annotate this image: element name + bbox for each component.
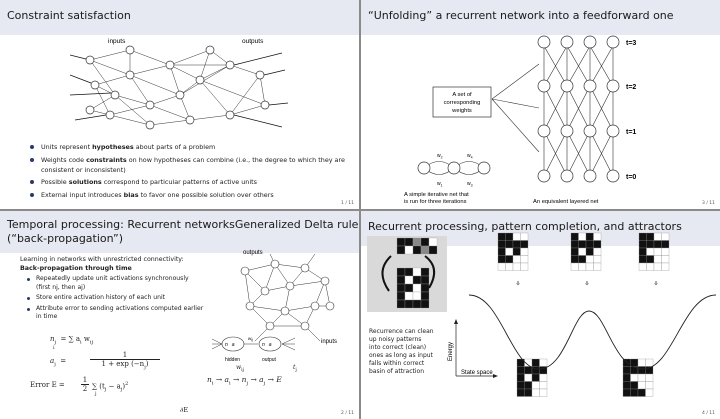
equation-net-input: $n_j$ = ∑ $a_i$ $w_{iji}$ <box>50 335 94 352</box>
pattern-cell <box>579 241 587 249</box>
pattern-cell <box>540 389 548 397</box>
outputs-label: outputs <box>243 250 263 256</box>
pattern-cell <box>646 382 654 390</box>
time-label: t=1 <box>626 129 637 136</box>
caption-left: is run for three iterations <box>404 199 467 205</box>
pattern-cell <box>506 256 514 264</box>
pattern-cell <box>571 241 579 249</box>
pattern-cell <box>623 389 631 397</box>
pattern-cell <box>517 389 525 397</box>
pattern-cell <box>579 256 587 264</box>
inputs-label: inputs <box>108 38 126 45</box>
pattern-cell <box>662 241 670 249</box>
pattern-cell <box>521 248 529 256</box>
energy-axes <box>456 321 496 376</box>
pattern-cell <box>586 233 594 241</box>
pattern-cell <box>571 263 579 271</box>
bullet-list <box>24 275 204 324</box>
weight-label: $w_{ij}$ <box>248 336 253 342</box>
pattern-cell <box>532 382 540 390</box>
time-label: t=3 <box>626 40 637 47</box>
pattern-cell <box>654 233 662 241</box>
down-arrow-icon: ⇩ <box>515 281 521 287</box>
chain-w-label: $w_{ij}$ <box>236 364 244 374</box>
outputs-label: outputs <box>242 38 264 45</box>
page-number: 1 / 11 <box>341 201 354 206</box>
pattern-cell <box>521 263 529 271</box>
bullet-list <box>25 142 355 202</box>
box-line-1: A set of <box>452 92 472 98</box>
error-sum: ∑ $(t_j - a_j)^2$ <box>92 381 129 393</box>
pattern-cell <box>662 233 670 241</box>
bullet-item: Store entire activation history of each unit <box>24 294 204 303</box>
pattern-cell <box>662 256 670 264</box>
pattern-cell <box>631 382 639 390</box>
slide-unfolding <box>361 0 720 209</box>
weight-label: $w_2$ <box>437 153 443 160</box>
bullet-item: Weights code constraints on how hypotheses can combine (i.e., the degree to which they are consistent or inconsistent) <box>25 155 355 175</box>
page-number: 2 / 11 <box>341 411 354 416</box>
pattern-cell <box>540 382 548 390</box>
box-line-2: corresponding <box>443 100 481 106</box>
computation-chain: $n_i \to a_i \to n_j \to a_j \to E$ <box>207 375 282 387</box>
pattern-cell <box>513 241 521 249</box>
pattern-cell <box>639 256 647 264</box>
caption-right: An equivalent layered net <box>533 199 599 205</box>
pattern-cell <box>638 389 646 397</box>
slide-title: Temporal processing: Recurrent networksGeneralized Delta rule (“back-propagation”) <box>0 211 359 253</box>
pattern-cell <box>647 256 655 264</box>
state-space-label: State space <box>461 370 493 376</box>
weight-label: $w_4$ <box>467 153 473 160</box>
box-line-3: weights <box>452 108 472 114</box>
pattern-cell <box>506 248 514 256</box>
pattern-cell <box>638 382 646 390</box>
pattern-cell <box>662 263 670 271</box>
bullet-item: Units represent hypotheses about parts of a problem <box>25 142 355 152</box>
pattern-cell <box>498 233 506 241</box>
pattern-cell <box>623 382 631 390</box>
output-label: output <box>262 357 276 363</box>
pattern-cell <box>525 382 533 390</box>
energy-curve <box>469 295 716 369</box>
attractor-description: Recurrence can clean up noisy patterns into correct (clean) ones as long as input falls within correct basin of attraction <box>369 328 434 375</box>
pattern-cell <box>639 241 647 249</box>
chain-t-label: $t_j$ <box>293 364 297 374</box>
pattern-cell <box>654 263 662 271</box>
pattern-cell <box>513 248 521 256</box>
pattern-cell <box>639 263 647 271</box>
pattern-cell <box>506 233 514 241</box>
bullet-item: Attribute error to sending activations computed earlier in time <box>24 305 204 322</box>
pattern-cell <box>654 256 662 264</box>
inputs-label: inputs <box>321 339 338 345</box>
pattern-cell <box>498 256 506 264</box>
pattern-cell <box>571 256 579 264</box>
pattern-cell <box>586 241 594 249</box>
pattern-cell <box>647 263 655 271</box>
intro-text: Learning in networks with unrestricted connectivity: <box>20 256 184 263</box>
pattern-cell <box>586 248 594 256</box>
pattern-cell <box>594 256 602 264</box>
time-label: t=0 <box>626 174 637 181</box>
pattern-cell <box>498 241 506 249</box>
pattern-cell <box>647 241 655 249</box>
bullet-item: External input introduces bias to favor one possible solution over others <box>25 190 355 200</box>
pattern-cell <box>532 389 540 397</box>
weight-label: $w_3$ <box>467 181 473 188</box>
bullet-item: Possible solutions correspond to particular patterns of active units <box>25 177 355 187</box>
slide-title: Constraint satisfaction <box>0 0 359 35</box>
pattern-cell <box>654 241 662 249</box>
pattern-cell <box>631 389 639 397</box>
pattern-cell <box>521 241 529 249</box>
pattern-cell <box>586 263 594 271</box>
activation-fraction: 1 $1 + \exp (-n_j)$ <box>90 351 160 370</box>
page-number: 4 / 11 <box>702 411 715 416</box>
unfolding-diagram <box>361 35 720 209</box>
pattern-cell <box>594 233 602 241</box>
caption-left: A simple iterative net that <box>404 192 469 198</box>
down-arrow-icon: ⇩ <box>653 281 659 287</box>
pattern-cell <box>594 263 602 271</box>
section-heading: Back-propagation through time <box>20 265 132 272</box>
unit-diagram <box>210 331 350 374</box>
pattern-cell <box>647 233 655 241</box>
equation-activation: $a_j$ = <box>50 357 69 368</box>
pattern-cell <box>579 248 587 256</box>
pattern-cell <box>513 263 521 271</box>
sum-subscript: j <box>95 391 97 397</box>
pattern-cell <box>498 248 506 256</box>
pattern-cell <box>646 389 654 397</box>
pattern-cell <box>654 248 662 256</box>
pattern-cell <box>639 233 647 241</box>
pattern-cell <box>506 263 514 271</box>
slide-temporal-processing <box>0 211 359 419</box>
pattern-cell <box>594 248 602 256</box>
constraint-network-diagram <box>70 35 290 135</box>
pattern-cell <box>513 256 521 264</box>
pattern-cell <box>579 233 587 241</box>
pattern-cell <box>517 382 525 390</box>
pattern-cell <box>498 263 506 271</box>
pattern-cell <box>639 248 647 256</box>
weight-label: $w_1$ <box>437 181 443 188</box>
unit-label: n a <box>262 342 272 348</box>
pattern-cell <box>513 233 521 241</box>
pattern-cell <box>579 263 587 271</box>
bullet-item: Repeatedly update unit activations synchronously (first nj, then aj) <box>24 275 204 292</box>
pattern-cell <box>521 256 529 264</box>
unit-label: n a <box>225 342 235 348</box>
partial-derivative: ∂E <box>180 406 189 414</box>
pattern-cell <box>506 241 514 249</box>
hidden-label: hidden <box>225 357 241 363</box>
slide-attractors <box>361 211 720 419</box>
pattern-cell <box>586 256 594 264</box>
pattern-cell <box>521 233 529 241</box>
down-arrow-icon: ⇩ <box>584 281 590 287</box>
pattern-cell <box>525 389 533 397</box>
slide-constraint-satisfaction <box>0 0 359 209</box>
time-label: t=2 <box>626 84 637 91</box>
pattern-cell <box>647 248 655 256</box>
equation-error: Error E = <box>30 381 65 389</box>
slide-title: “Unfolding” a recurrent network into a feedforward one <box>361 0 720 35</box>
slide-title: Recurrent processing, pattern completion, and attractors <box>361 211 720 246</box>
pattern-cell <box>594 241 602 249</box>
pattern-cell <box>662 248 670 256</box>
page-number: 3 / 11 <box>702 201 715 206</box>
energy-axis-label: Energy <box>448 341 454 361</box>
pattern-cell <box>571 233 579 241</box>
error-fraction: 1 2 <box>82 376 88 393</box>
pattern-cell <box>571 248 579 256</box>
